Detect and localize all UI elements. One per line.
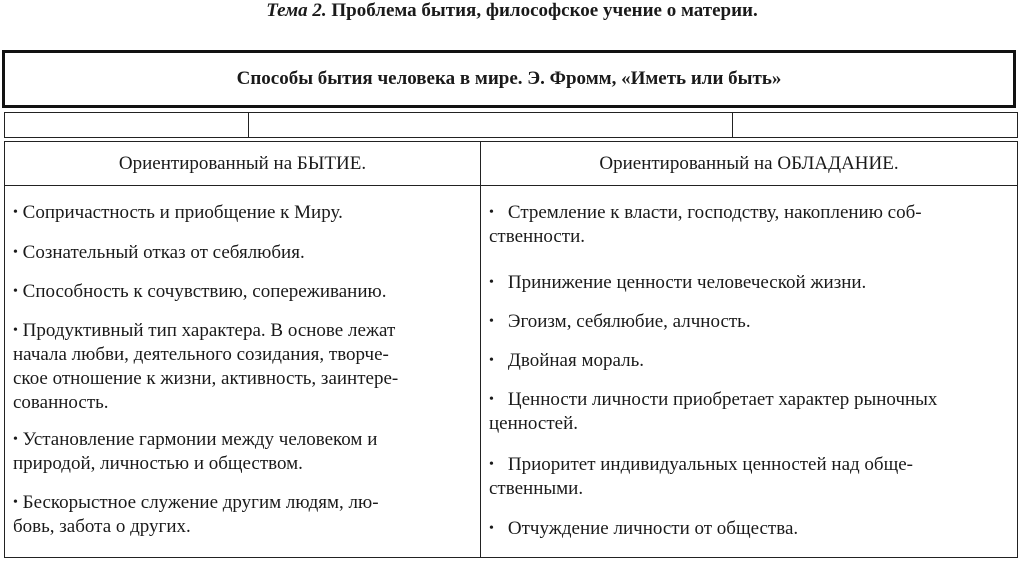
being-list-item (13, 491, 473, 539)
having-item-line: • Принижение ценности человеческой жизни. (489, 272, 867, 293)
being-item-line: начала любви, деятельного созидания, творче- (13, 344, 389, 365)
bullet-icon: • (489, 457, 494, 472)
having-header-label: Ориентированный на ОБЛАДАНИЕ. (599, 152, 899, 174)
being-list-item (13, 201, 473, 225)
bullet-icon: • (13, 205, 18, 220)
bullet-icon: • (13, 432, 18, 447)
being-list-item (13, 241, 473, 265)
table-title: Способы бытия человека в мире. Э. Фромм, «Иметь или быть» (236, 68, 782, 89)
having-list-item (489, 271, 1014, 295)
having-list-item (489, 349, 1014, 373)
column-divider (480, 142, 481, 557)
bullet-icon: • (13, 284, 18, 299)
heading-topic-title: Проблема бытия, философское учение о материи. (326, 0, 758, 21)
bullet-icon: • (489, 275, 494, 290)
heading-topic-number: Тема 2. (266, 0, 327, 21)
having-item-line: ственности. (489, 226, 585, 247)
bullet-icon: • (13, 495, 18, 510)
having-list-item (489, 517, 1014, 541)
being-header-label: Ориентированный на БЫТИЕ. (118, 152, 367, 174)
having-list-item (489, 453, 1014, 501)
being-item-line: бовь, забота о других. (13, 516, 191, 537)
being-list-item (13, 280, 473, 304)
being-item-line: природой, личностью и обществом. (13, 453, 303, 474)
having-column-header (481, 142, 1017, 185)
cell-divider (732, 113, 733, 137)
table-title-box (2, 50, 1016, 108)
bullet-icon: • (489, 521, 494, 536)
bullet-icon: • (13, 323, 18, 338)
being-list-item (13, 428, 473, 476)
being-list-item (13, 319, 473, 415)
having-item-line: • Ценности личности приобретает характер рыночных (489, 389, 938, 410)
having-item-line: • Двойная мораль. (489, 350, 644, 371)
comparison-table (4, 141, 1018, 558)
having-item-line: ценностей. (489, 413, 578, 434)
header-divider (5, 185, 1017, 186)
being-item-line: • Сознательный отказ от себялюбия. (13, 242, 305, 263)
bullet-icon: • (489, 353, 494, 368)
bullet-icon: • (489, 314, 494, 329)
having-item-line: • Стремление к власти, господству, накоплению соб- (489, 202, 922, 223)
having-item-line: • Эгоизм, себялюбие, алчность. (489, 311, 751, 332)
bullet-icon: • (489, 205, 494, 220)
being-item-line: • Продуктивный тип характера. В основе лежат (13, 320, 396, 341)
bullet-icon: • (489, 392, 494, 407)
having-list-item (489, 388, 1014, 436)
bullet-icon: • (13, 245, 18, 260)
being-item-line: • Установление гармонии между человеком и (13, 429, 378, 450)
being-item-line: • Способность к сочувствию, сопереживанию. (13, 281, 387, 302)
having-item-line: • Отчуждение личности от общества. (489, 518, 799, 539)
being-item-line: сованность. (13, 392, 109, 413)
document-heading (0, 0, 1024, 22)
being-item-line: • Сопричастность и приобщение к Миру. (13, 202, 343, 223)
having-item-line: ственными. (489, 478, 584, 499)
having-item-line: • Приоритет индивидуальных ценностей над обще- (489, 454, 913, 475)
empty-table-row (4, 112, 1018, 138)
cell-divider (248, 113, 249, 137)
being-item-line: ское отношение к жизни, активность, заинтере- (13, 368, 399, 389)
being-column-header (5, 142, 480, 185)
having-list-item (489, 201, 1014, 249)
having-list-item (489, 310, 1014, 334)
being-item-line: • Бескорыстное служение другим людям, лю- (13, 492, 379, 513)
